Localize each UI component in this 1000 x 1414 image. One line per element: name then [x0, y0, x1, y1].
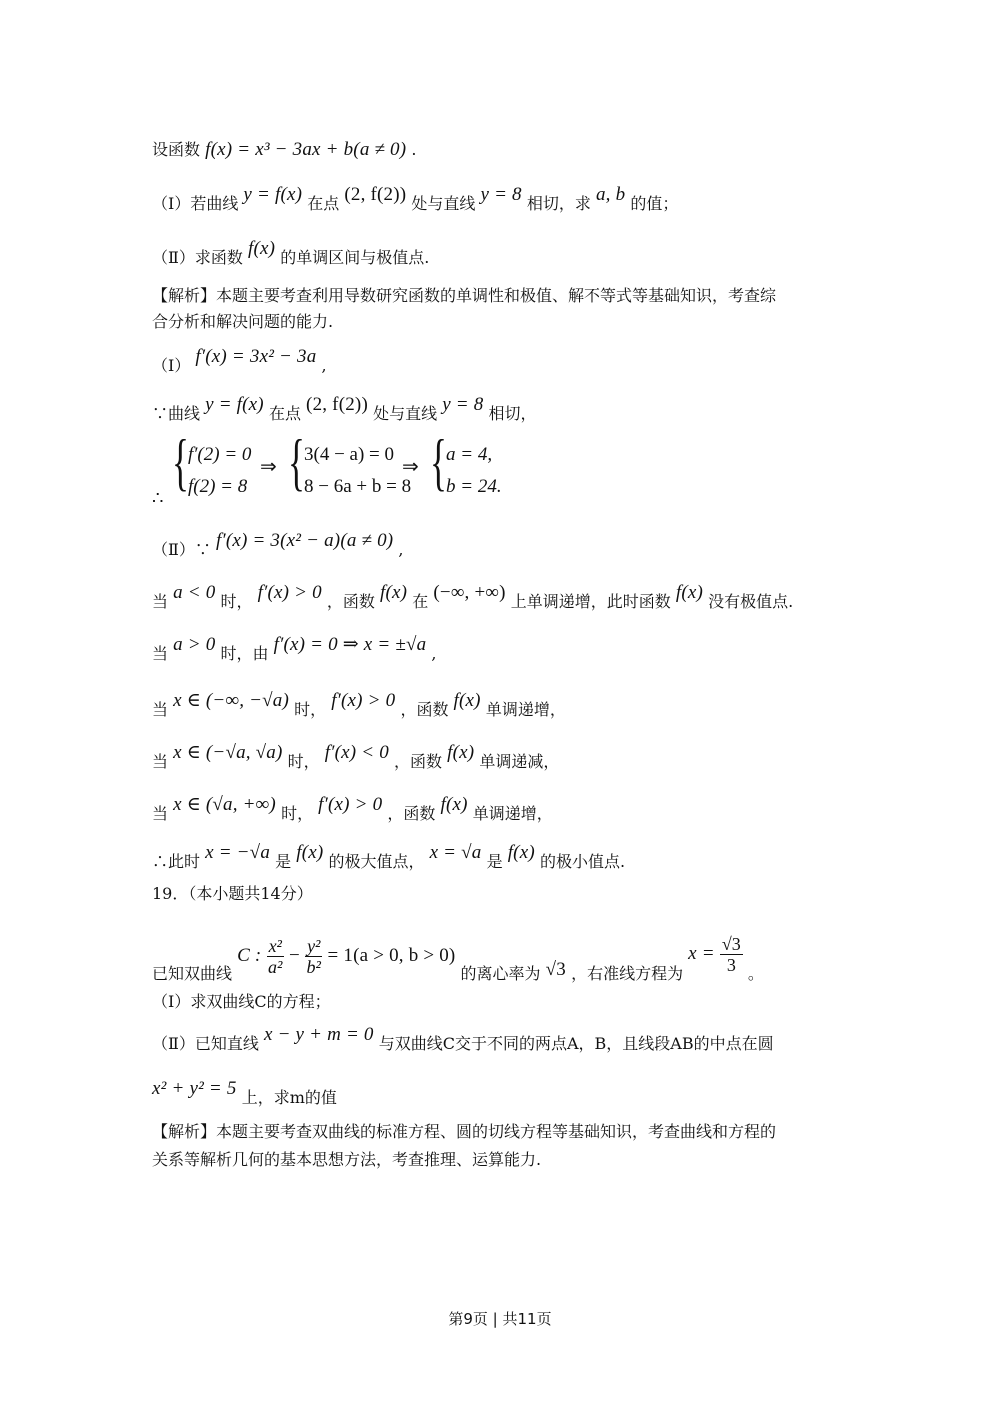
fraction-x — [267, 936, 284, 977]
formula: f(x) — [453, 690, 481, 711]
text: 在点 — [268, 404, 301, 423]
text: （Ⅰ）求双曲线C的方程； — [152, 992, 331, 1011]
fraction-directrix — [720, 934, 743, 975]
denominator: 3 — [726, 955, 736, 975]
text: 是 — [486, 852, 503, 871]
text: 时，由 — [220, 644, 269, 663]
solution-part-1 — [152, 346, 880, 380]
left-brace: { — [172, 426, 189, 497]
hyperbola-formula — [237, 936, 455, 977]
text: 设函数 — [152, 140, 201, 159]
text: （Ⅱ）求函数 — [152, 248, 243, 267]
left-brace: { — [430, 426, 447, 497]
text: 19．（本小题共14分） — [152, 884, 313, 903]
text: ，右准线方程为 — [571, 964, 684, 983]
analysis-19-line-2 — [152, 1146, 880, 1174]
formula: f(x) — [675, 582, 704, 603]
interval-1 — [152, 690, 880, 724]
text: 【解析】本题主要考查利用导数研究函数的单调性和极值、解不等式等基础知识，考查综 — [152, 286, 777, 305]
question-part-2 — [152, 238, 880, 272]
case-a-positive — [152, 634, 880, 668]
text: 【解析】本题主要考查双曲线的标准方程、圆的切线方程等基础知识，考查曲线和方程的 — [152, 1122, 777, 1141]
text: 在 — [412, 592, 429, 611]
question-19-header — [152, 880, 880, 908]
analysis-line-2 — [152, 308, 880, 336]
text: 的极大值点， — [328, 852, 425, 871]
formula: f(x) — [296, 842, 324, 863]
interval-3 — [152, 794, 880, 828]
analysis-19-line-1 — [152, 1118, 880, 1146]
text: 与双曲线C交于不同的两点A，B，且线段AB的中点在圆 — [378, 1034, 774, 1053]
formula: x² + y² = 5 — [152, 1078, 237, 1099]
formula: f′(x) > 0 — [318, 794, 383, 815]
text: , — [431, 644, 437, 663]
numerator: √3 — [721, 934, 741, 954]
numerator: y² — [307, 936, 321, 956]
formula: f′(x) < 0 — [324, 742, 389, 763]
text: 的极小值点. — [539, 852, 626, 871]
denominator: b² — [306, 957, 321, 977]
numerator: x² — [268, 936, 282, 956]
interval-2 — [152, 742, 880, 776]
formula: x = — [688, 943, 715, 964]
formula: x ∈ (−∞, −√a) — [173, 690, 289, 711]
text: （Ⅱ）∵ — [152, 540, 211, 559]
text: , — [321, 356, 327, 375]
text: 当 — [152, 592, 169, 611]
solution-part-2 — [152, 530, 880, 564]
text: 当 — [152, 804, 169, 823]
left-brace: { — [288, 426, 305, 497]
tangent-condition — [152, 394, 880, 428]
text: 时， — [294, 700, 327, 719]
formula: (2, f(2)) — [344, 184, 407, 205]
formula: a, b — [595, 184, 626, 205]
text: . — [411, 140, 417, 159]
formula: x = √a — [429, 842, 482, 863]
text: ，函数 — [400, 700, 449, 719]
analysis-line-1 — [152, 282, 880, 310]
text: ∵曲线 — [152, 404, 201, 423]
text: 单调递增， — [485, 700, 566, 719]
denominator: a² — [268, 957, 283, 977]
formula: f(x) — [440, 794, 468, 815]
system-row: f(2) = 8 — [188, 476, 248, 497]
case-a-negative — [152, 582, 880, 616]
text: 时， — [281, 804, 314, 823]
text: 合分析和解决问题的能力. — [152, 312, 334, 331]
formula: x = −√a — [205, 842, 271, 863]
fraction-y — [305, 936, 322, 977]
text: 没有极值点. — [708, 592, 794, 611]
question-19-part-2 — [152, 1024, 880, 1058]
text: 的单调区间与极值点. — [280, 248, 430, 267]
formula: f(x) — [507, 842, 535, 863]
text: 相切， — [488, 404, 537, 423]
formula: (−∞, +∞) — [433, 582, 506, 603]
text: ，函数 — [326, 592, 375, 611]
formula-function: f(x) = x³ − 3ax + b(a ≠ 0) — [205, 139, 407, 160]
formula: f′(x) > 0 — [257, 582, 322, 603]
text: 当 — [152, 700, 169, 719]
formula: x − y + m = 0 — [263, 1024, 374, 1045]
circle-condition — [152, 1078, 880, 1112]
formula: C : — [237, 945, 262, 966]
system-row: 3(4 − a) = 0 — [304, 444, 395, 465]
formula: y = 8 — [480, 184, 522, 205]
directrix-formula — [688, 934, 743, 975]
text: 单调递增， — [472, 804, 553, 823]
text: 已知双曲线 — [152, 964, 233, 983]
formula: f′(x) > 0 — [331, 690, 396, 711]
formula: f′(x) = 0 ⇒ x = ±√a — [273, 634, 427, 655]
formula: − — [289, 945, 300, 966]
eccentricity: √3 — [545, 959, 566, 980]
problem-statement — [152, 136, 880, 164]
text: 当 — [152, 752, 169, 771]
formula: x ∈ (√a, +∞) — [173, 794, 276, 815]
text: 当 — [152, 644, 169, 663]
text: , — [398, 540, 404, 559]
therefore-symbol: ∴ — [152, 488, 164, 508]
implies-arrow: ⇒ — [402, 456, 419, 478]
formula: f(x) — [247, 238, 276, 259]
text: ，函数 — [394, 752, 443, 771]
implies-arrow: ⇒ — [260, 456, 277, 478]
text: （Ⅱ）已知直线 — [152, 1034, 259, 1053]
formula: y = 8 — [442, 394, 484, 415]
text: 在点 — [307, 194, 340, 213]
text: 是 — [275, 852, 292, 871]
formula-derivative: f′(x) = 3x² − 3a — [195, 346, 317, 367]
text: 的离心率为 — [460, 964, 541, 983]
formula-derivative: f′(x) = 3(x² − a)(a ≠ 0) — [215, 530, 394, 551]
system-row: a = 4, — [446, 444, 493, 465]
text: 相切，求 — [526, 194, 591, 213]
formula: x ∈ (−√a, √a) — [173, 742, 283, 763]
question-19-part-1 — [152, 988, 880, 1016]
text: 时， — [220, 592, 253, 611]
extremum-conclusion — [152, 842, 880, 876]
text: 上单调递增，此时函数 — [510, 592, 671, 611]
text: 上，求m的值 — [241, 1088, 337, 1107]
text: 单调递减， — [479, 752, 560, 771]
formula: f(x) — [380, 582, 408, 603]
system-row: f′(2) = 0 — [188, 444, 252, 465]
text: 的值； — [630, 194, 679, 213]
text: 。 — [747, 964, 764, 983]
formula: a > 0 — [173, 634, 216, 655]
system-row: b = 24. — [446, 476, 502, 497]
formula: y = f(x) — [243, 184, 303, 205]
question-part-1 — [152, 184, 880, 218]
text: 处与直线 — [373, 404, 438, 423]
page-footer: 第9页 | 共11页 — [448, 1310, 552, 1328]
text: ，函数 — [387, 804, 436, 823]
text: 关系等解析几何的基本思想方法，考查推理、运算能力. — [152, 1150, 542, 1169]
system-row: 8 − 6a + b = 8 — [304, 476, 412, 497]
formula: (2, f(2)) — [306, 394, 368, 415]
text: （Ⅰ） — [152, 356, 191, 375]
formula: f(x) — [447, 742, 475, 763]
text: ∴此时 — [152, 852, 201, 871]
text: 处与直线 — [411, 194, 476, 213]
formula: a < 0 — [173, 582, 216, 603]
text: 时， — [287, 752, 320, 771]
text: （Ⅰ）若曲线 — [152, 194, 239, 213]
formula: y = f(x) — [205, 394, 264, 415]
formula: = 1(a > 0, b > 0) — [327, 945, 456, 966]
